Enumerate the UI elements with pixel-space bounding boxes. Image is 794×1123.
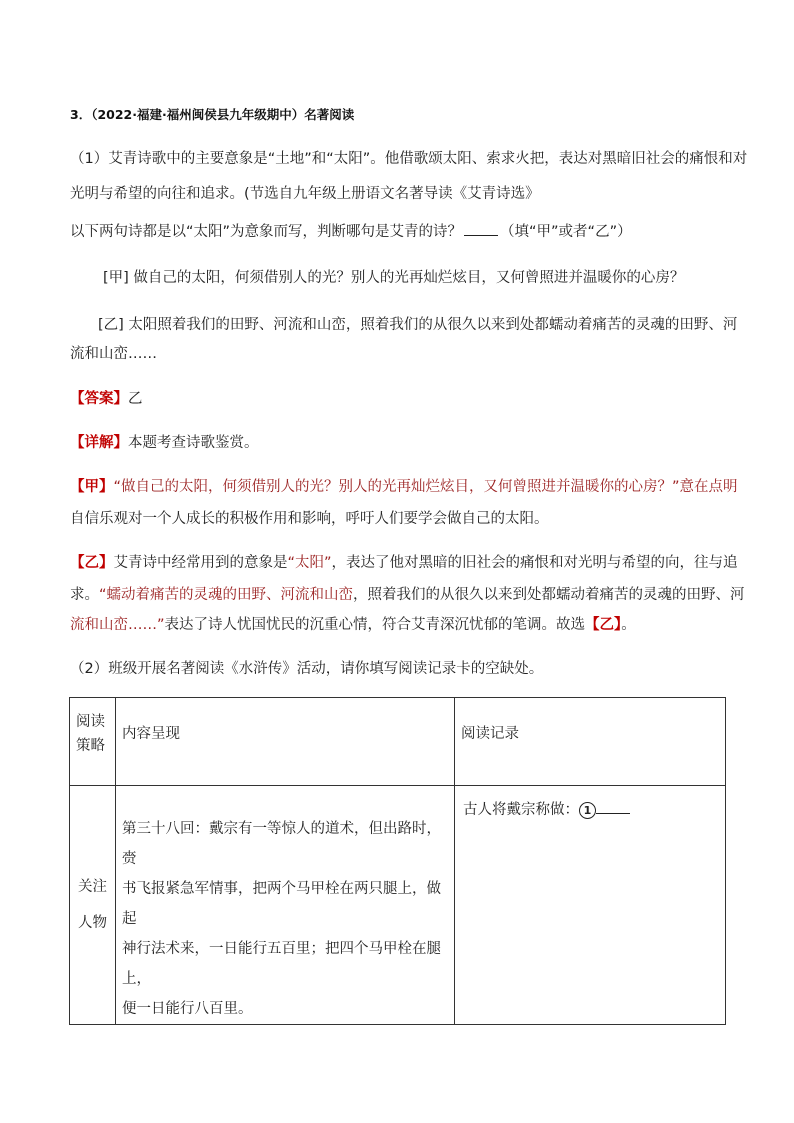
header-record-cell <box>455 698 726 786</box>
row-strategy-line2: 人物 <box>78 915 107 931</box>
part1-intro-line2: 光明与希望的向往和追求。(节选自九年级上册语文名著导读《艾青诗选》 <box>70 186 540 202</box>
yi-explain-line1 <box>70 554 738 572</box>
header-content: 内容呈现 <box>122 726 180 742</box>
yi-text-g: 流和山峦……” <box>70 617 165 633</box>
prompt-hint: （填“甲”或者“乙”） <box>500 224 632 240</box>
answer-line <box>70 390 143 408</box>
row-strategy-cell <box>70 786 116 1025</box>
header-record: 阅读记录 <box>461 726 519 742</box>
jia-tag: 【甲】 <box>70 479 114 495</box>
table-row <box>70 786 726 1025</box>
row-strategy-line1: 关注 <box>78 879 107 895</box>
part2-intro: （2）班级开展名著阅读《水浒传》活动，请你填写阅读记录卡的空缺处。 <box>70 661 544 677</box>
row-record <box>455 786 725 822</box>
jia-quote: “做自己的太阳，何须借别人的光？别人的光再灿烂炫目，又何曾照进并温暖你的心房？”意在点明 <box>113 479 738 495</box>
yi-text-e: “蠕动着痛苦的灵魂的田野、河流和山峦 <box>99 587 354 603</box>
row-content-line1: 第三十八回：戴宗有一等惊人的道术，但出路时，赍 <box>122 821 441 867</box>
part1-intro-line1: （1）艾青诗歌中的主要意象是“土地”和“太阳”。他借歌颂太阳、索求火把，表达对黑暗旧社会的痛恨和对 <box>70 151 748 167</box>
row-content-line2: 书飞报紧急军情事，把两个马甲栓在两只腿上，做起 <box>122 881 441 927</box>
detail-tag: 【详解】 <box>70 435 128 451</box>
poem-yi-line2: 流和山峦…… <box>70 346 157 362</box>
yi-text-b: “太阳” <box>287 555 332 571</box>
row-content-cell <box>116 786 455 1025</box>
circled-number-one: 1 <box>579 802 596 819</box>
yi-text-f: ，照着我们的从很久以来到处都蠕动着痛苦的灵魂的田野、河 <box>353 587 745 603</box>
yi-text-a: 艾青诗中经常用到的意象是 <box>113 555 288 571</box>
answer-value: 乙 <box>128 391 143 407</box>
yi-text-d: 求。 <box>70 587 99 603</box>
question-header <box>70 106 354 124</box>
header-strategy-line2: 策略 <box>76 738 105 754</box>
detail-text: 本题考查诗歌鉴赏。 <box>128 435 259 451</box>
yi-tag: 【乙】 <box>70 555 114 571</box>
row-content-line4: 便一日能行八百里。 <box>122 1001 253 1017</box>
header-content-cell <box>116 698 455 786</box>
row-record-text: 古人将戴宗称做： <box>463 802 579 818</box>
header-strategy-line1: 阅读 <box>76 714 105 730</box>
question-source: （2022·福建·福州闽侯县九年级期中）名著阅读 <box>91 107 355 122</box>
yi-text-h: 表达了诗人忧国忧民的沉重心情，符合艾青深沉忧郁的笔调。故选 <box>164 617 586 633</box>
jia-explain-line1 <box>70 478 738 496</box>
poem-jia: [甲] 做自己的太阳，何须借别人的光？别人的光再灿烂炫目，又何曾照进并温暖你的心房？ <box>103 270 685 286</box>
prompt-text: 以下两句诗都是以“太阳”为意象而写，判断哪句是艾青的诗？ <box>70 224 463 240</box>
row-record-cell[interactable] <box>455 786 726 1025</box>
record-answer-blank[interactable] <box>596 803 630 814</box>
answer-tag: 【答案】 <box>70 391 128 407</box>
poem-yi-line1: [乙] 太阳照着我们的田野、河流和山峦，照着我们的从很久以来到处都蠕动着痛苦的灵魂的田野、河 <box>98 317 738 333</box>
yi-text-i: 。 <box>621 617 636 633</box>
detail-line <box>70 434 259 452</box>
yi-choice-tag: 【乙】 <box>585 617 622 633</box>
part1-prompt <box>70 223 632 241</box>
table-header-row <box>70 698 726 786</box>
reading-record-table <box>69 697 726 1025</box>
header-strategy-cell <box>70 698 116 786</box>
yi-explain-line2 <box>70 586 745 604</box>
jia-explain-line2: 自信乐观对一个人成长的积极作用和影响，呼吁人们要学会做自己的太阳。 <box>70 511 549 527</box>
question-number: 3． <box>70 107 92 122</box>
yi-explain-line3 <box>70 616 636 634</box>
row-content-line3: 神行法术来，一日能行五百里；把四个马甲栓在腿上， <box>122 941 441 987</box>
answer-blank <box>464 225 498 236</box>
yi-text-c: ，表达了他对黑暗的旧社会的痛恨和对光明与希望的向，往与追 <box>331 555 738 571</box>
